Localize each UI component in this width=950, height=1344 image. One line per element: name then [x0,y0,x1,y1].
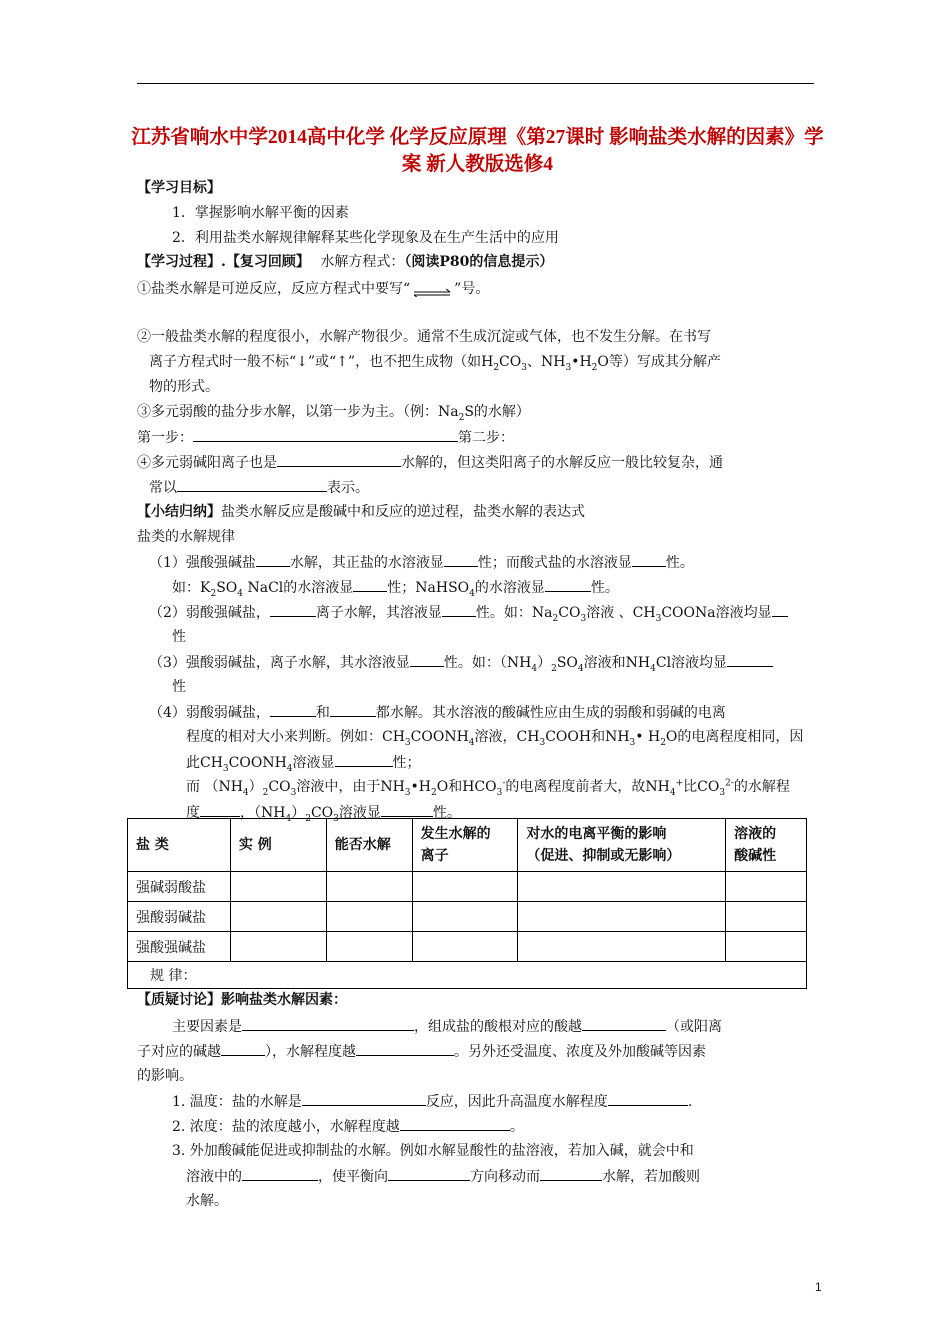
text: 方向移动而 [470,1169,540,1185]
text: 程度的相对大小来判断。例如：CH [186,729,405,745]
law-2: （2）弱酸强碱盐， 离子水解，其溶液显 性。如：$Na_2CO_3$溶液 、$CH_3COONa$溶液均显 [149,602,788,623]
blank[interactable] [632,552,666,567]
text: 此CH [186,755,223,771]
text: ） [537,655,552,671]
blank[interactable] [400,1116,510,1131]
text: CO [558,605,581,621]
rule-1-text: ①盐类水解是可逆反应，反应方程式中要写“ [137,281,411,297]
blank[interactable] [242,1016,414,1031]
rule-2-line3: 物的形式。 [149,379,219,395]
text: 比CO [683,779,720,795]
text: •H [571,354,592,370]
rule-1 [137,279,489,299]
goal-item: 1．掌握影响水解平衡的因素 [172,205,349,221]
text: 离子方程式时一般不标“↓”或“↑”，也不把生成物（如H [149,354,494,370]
table-cell[interactable] [412,902,518,932]
text: 性；NaHSO [387,580,470,596]
law-4-line3: 此$CH_3COONH_4$溶液显 性； [186,752,421,773]
blank[interactable] [200,802,240,817]
process-line [137,252,553,272]
text: 性。 [665,555,694,571]
summary-text: 盐类水解反应是酸碱中和反应的逆过程，盐类水解的表达式 [221,504,585,520]
law-3-tail: 性 [172,679,186,695]
text: 的水解程 [733,779,790,795]
table-cell[interactable] [518,902,726,932]
text: 离子水解，其溶液显 [315,605,442,621]
text: 性；而酸式盐的水溶液显 [477,555,632,571]
factor-acid-base-1: 3. 外加酸碱能促进或抑制盐的水解。例如水解显酸性的盐溶液，若加入碱，就会中和 [172,1143,694,1159]
table-row [128,932,807,962]
text: （促进、抑制或无影响） [526,848,681,864]
text: 发生水解的 [420,826,491,842]
text: 而 （NH [186,779,243,795]
text: COONH [410,729,469,745]
blank[interactable] [540,1166,602,1181]
text: 溶液 、CH [586,605,656,621]
table-footer-row [128,962,807,989]
blank[interactable] [545,577,591,592]
text: 离子 [420,848,449,864]
table-cell[interactable] [518,872,726,902]
text: 1. 温度：盐的水解是 [172,1094,302,1110]
text: ，组成盐的酸根对应的酸越 [414,1019,582,1035]
text: 性。 [432,805,461,821]
text: ，（NH [240,805,286,821]
text: 水解，若加酸则 [602,1169,700,1185]
rule-2-line2: 离子方程式时一般不标“↓”或“↑”，也不把生成物（如$H_2CO_3$、$NH_3•H_2O$等）写成其分解产 [149,354,721,373]
text: 水解的，但这类阳离子的水解反应一般比较复杂，通 [401,455,723,471]
text: ③多元弱酸的盐分步水解，以第一步为主。（例：Na [137,404,459,420]
table-cell[interactable] [230,932,326,962]
text: 水解，其正盐的水溶液显 [289,555,444,571]
factor-temperature [172,1091,692,1112]
law-3: （3）强酸弱碱盐，离子水解，其水溶液显 性。如：$(NH_4)_2SO_4$溶液和$NH_4Cl$溶液均显 [149,652,773,673]
blank[interactable] [410,652,444,667]
rule-cell[interactable]: 规 律： [128,962,807,989]
header-acidity [726,819,807,872]
text: . [687,1094,693,1110]
page-title: 江苏省响水中学2014高中化学 化学反应原理《第27课时 影响盐类水解的因素》学案 新人教版选修4 [131,127,824,175]
law-1-example: 如：$K_2SO_4$ NaCl的水溶液显 性；NaHSO$_4$的水溶液显 性。 [172,577,619,598]
table-cell[interactable] [412,872,518,902]
blank[interactable] [608,1091,688,1106]
text: O的电离程度相同，因 [665,729,804,745]
blank[interactable] [256,552,290,567]
step-1-blank[interactable] [193,427,458,442]
text: 溶液和NH [583,655,651,671]
summary-line [137,502,585,522]
blank[interactable] [335,752,393,767]
text: （3）强酸弱碱盐，离子水解，其水溶液显 [149,655,410,671]
header-water-ionization-effect [518,819,726,872]
text: （或阳离 [666,1019,722,1035]
text: 溶液，CH [474,729,540,745]
text: 常以 [149,480,177,496]
header-hydrolyzing-ion [412,819,518,872]
steps-line [137,427,514,448]
text: S的水解） [464,404,530,420]
text: ，使平衡向 [318,1169,388,1185]
law-1 [149,552,694,573]
text: 溶液显 [338,805,381,821]
text: 都水解。其水溶液的酸碱性应由生成的弱酸和弱碱的电离 [375,705,726,721]
table-cell[interactable] [726,902,807,932]
blank[interactable] [388,1166,470,1181]
rule-4-line2 [149,477,369,498]
text: 性。如：（NH [443,655,532,671]
text: CO [499,354,522,370]
text: 。 [509,1119,524,1135]
goal-item: 2．利用盐类水解规律解释某些化学现象及在生产生活中的应用 [172,230,559,246]
text: 性； [392,755,421,771]
text: 度 [186,805,200,821]
blank[interactable] [277,452,401,467]
blank[interactable] [221,1041,265,1056]
table-cell[interactable] [518,932,726,962]
text: COONH [228,755,287,771]
text: SO [556,655,578,671]
text: CO [268,779,291,795]
text: COOH和NH [545,729,630,745]
header-salt-type: 盐 类 [128,819,231,872]
text: NaCl的水溶液显 [243,580,354,596]
text: ），水解程度越 [265,1044,356,1060]
blank[interactable] [353,577,387,592]
table-cell[interactable] [230,902,326,932]
summary-table [127,818,807,989]
text: COONa溶液均显 [661,605,772,621]
blank[interactable] [381,802,433,817]
step-2-label: 第二步： [458,430,514,446]
table-cell[interactable] [412,932,518,962]
table-row [128,902,807,932]
text: Cl溶液均显 [655,655,728,671]
factor-acid-base-2 [186,1166,700,1187]
header-example: 实 例 [230,819,326,872]
text: 溶液的 [734,826,777,842]
text: ） [248,779,263,795]
table-cell[interactable] [230,872,326,902]
blank[interactable] [727,652,773,667]
text: 溶液中的 [186,1169,242,1185]
header-can-hydrolyze: 能否水解 [326,819,412,872]
text: 性。如：Na [475,605,553,621]
process-hint: （阅读P80的信息提示） [404,254,554,270]
text: 反应，因此升高温度水解程度 [425,1094,608,1110]
text: 溶液显 [292,755,335,771]
blank[interactable] [582,1016,666,1031]
discussion-p1 [172,1016,722,1037]
text: ④多元弱碱阳离子也是 [137,455,277,471]
table-cell[interactable] [726,872,807,902]
text: ） [291,805,306,821]
summary-heading: 【小结归纳】 [137,504,221,520]
text: 性。 [590,580,619,596]
process-heading: 【学习过程】.【复习回顾】 [137,254,310,270]
law-4-line4: 而 $(NH_4)_2CO_3$溶液中，由于$NH_3•H_2O$和$HCO_3^-$的电离程度前者大，故$NH_4^+$比$CO_3^{2-}$的水解程 [186,778,790,798]
text: （1）强酸强碱盐 [149,555,256,571]
text: 酸碱性 [734,848,777,864]
rule-2-line1: ②一般盐类水解的程度很小，水解产物很少。通常不生成沉淀或气体，也不发生分解。在书写 [137,329,711,345]
text: 、NH [526,354,566,370]
table-row [128,872,807,902]
table-header-row [128,819,807,872]
text: 2. 浓度：盐的浓度越小，水解程度越 [172,1119,400,1135]
blank[interactable] [270,702,316,717]
text: O等）写成其分解产 [597,354,721,370]
factor-acid-base-3: 水解。 [186,1193,228,1209]
step-1-label: 第一步： [137,430,193,446]
blank[interactable] [270,602,316,617]
text: CO [310,805,334,821]
blank[interactable] [442,602,476,617]
header-rule [137,83,814,84]
text: 对水的电离平衡的影响 [526,826,667,842]
row-label: 强碱弱酸盐 [128,872,231,902]
page-number: 1 [815,1280,822,1294]
table-cell[interactable] [726,932,807,962]
text: 。另外还受温度、浓度及外加酸碱等因素 [454,1044,706,1060]
text: O和HCO [436,779,497,795]
law-4 [149,702,726,723]
blank[interactable] [772,602,788,617]
text: 如：K [172,580,211,596]
table-cell[interactable] [326,872,412,902]
text: 和 [315,705,330,721]
discussion-p3: 的影响。 [137,1068,193,1084]
law-4-line5: 度 ，$(NH_4)_2CO_3$溶液显 性。 [186,802,461,823]
text: 溶液中，由于NH [296,779,405,795]
text: （2）弱酸强碱盐， [149,605,270,621]
text: •H [410,779,431,795]
blank[interactable] [330,702,376,717]
table-cell[interactable] [326,932,412,962]
process-label: 水解方程式： [320,254,405,270]
equilibrium-arrow-icon [410,281,454,297]
law-2-tail: 性 [172,629,186,645]
blank[interactable] [242,1166,318,1181]
text: SO [216,580,238,596]
text: 表示。 [327,480,369,496]
row-label: 强酸弱碱盐 [128,902,231,932]
row-label: 强酸强碱盐 [128,932,231,962]
blank[interactable] [356,1041,454,1056]
blank[interactable] [444,552,478,567]
discussion-p2 [137,1041,706,1062]
law-title: 盐类的水解规律 [137,529,235,545]
text: • H [635,729,661,745]
text: 主要因素是 [172,1019,242,1035]
text: 的水溶液显 [474,580,545,596]
discussion-heading: 【质疑讨论】影响盐类水解因素： [137,992,347,1008]
blank[interactable] [177,477,327,492]
text: 的电离程度前者大，故NH [505,779,670,795]
rule-1-end: ”号。 [454,281,490,297]
rule-3: ③多元弱酸的盐分步水解，以第一步为主。（例：$Na_2S$的水解） [137,404,530,423]
table-cell[interactable] [326,902,412,932]
text: 子对应的碱越 [137,1044,221,1060]
goals-heading: 【学习目标】 [137,180,221,196]
text: （4）弱酸弱碱盐， [149,705,270,721]
rule-4-line1 [137,452,723,473]
factor-concentration [172,1116,524,1137]
law-4-line2: 程度的相对大小来判断。例如：$CH_3COONH_4$溶液，$CH_3COOH$和$NH_3•$ $H_2O$的电离程度相同，因 [186,729,804,748]
blank[interactable] [302,1091,426,1106]
